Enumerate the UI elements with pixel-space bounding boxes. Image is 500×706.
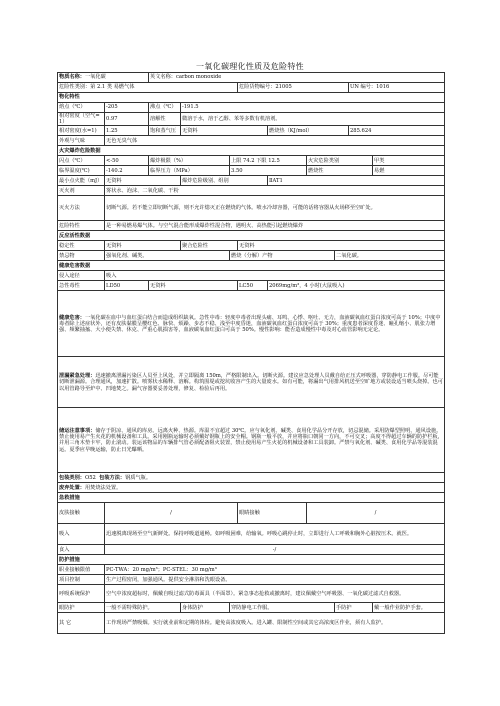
inhalation-value: 迅速脱离现场至空气新鲜处。保持呼吸道通畅。如呼吸困难，给输氧。呼吸心跳停止时，立即进行人工呼吸和胸外心脏按压术。就医。 <box>105 524 445 545</box>
lc50-value: 2069mg/m³，4 小时(大鼠吸入) <box>268 281 445 291</box>
hazard-property-value: 是一种易燃易爆气体。与空气混合能形成爆炸性混合物，遇明火、高热能引起燃烧爆炸 <box>105 221 445 231</box>
skin-contact-label: 皮肤接触 <box>58 503 105 524</box>
relative-density-air-label: 相对密度（空气=1） <box>58 113 105 126</box>
english-name-cell: 英文名称：carbon monoxide <box>149 73 445 83</box>
decomposition-value: 二氧化碳。 <box>335 251 445 261</box>
section-header: 物化特性 <box>58 93 445 103</box>
decomposition-label: 燃烧（分解）产物 <box>230 251 335 261</box>
fire-method-value: 切断气源。若不能立即切断气源，则不允许熄灭正在燃烧的气体。喷水冷却容器，可能的话将容器从火场移至空旷处。 <box>105 196 445 221</box>
exposure-route-label: 侵入途径 <box>58 271 105 281</box>
appearance-value: 无色无臭气体 <box>105 136 445 146</box>
critical-temp-label: 临界温度(℃) <box>58 166 105 176</box>
stability-value: 无资料 <box>105 241 181 251</box>
appearance-label: 外观与气味 <box>58 136 105 146</box>
eye-contact-label: 眼睛接触 <box>238 503 307 524</box>
fire-class-label: 火灾危险类别 <box>307 156 373 166</box>
relative-density-water-value: 1.25 <box>105 126 149 136</box>
health-hazard-cell: 健康危害：一氧化碳在血中与血红蛋白结合而造成组织缺氧。急性中毒：轻度中毒者出现头痛、耳鸣、心悸、呕吐、无力，血液碳氧血红蛋白浓度可高于 10%；中度中毒者除上述症状外，还有皮肤黏膜呈樱红色、脉快、烦躁、步态不稳、浅至中度昏迷，血液碳氧血红蛋白浓度可高于 30%；重度患者深度昏迷、瞳孔缩小、肌张力增强、频繁抽搐、大小便失禁、休克、严重心肌损害等，血液碳氧血红蛋白可高于 50%。慢性影响：能否造成慢性中毒及对心血管影响无定论。 <box>58 291 445 357</box>
boiling-point-value: -191.5 <box>181 103 445 113</box>
first-aid-row-2 <box>58 524 445 545</box>
hazard-data-sheet <box>57 72 445 634</box>
explosion-group-value: ⅡAT1 <box>268 176 445 186</box>
section-first-aid <box>58 493 445 503</box>
hand-protection-value: 戴一般作业防护手套。 <box>373 603 445 613</box>
ingestion-label: 食入 <box>58 545 105 555</box>
solubility-label: 溶解性 <box>149 113 181 126</box>
solubility-value: 微溶于水，溶于乙醇、苯等多数有机溶剂。 <box>181 113 445 126</box>
exposure-route-value: 吸入 <box>105 271 445 281</box>
fire-class-value: 甲类 <box>373 156 445 166</box>
first-aid-row-3 <box>58 545 445 555</box>
fire-row-5 <box>58 196 445 221</box>
section-header: 健康危害数据 <box>58 261 445 271</box>
fire-row-2 <box>58 166 445 176</box>
protection-row-5 <box>58 613 445 634</box>
engineering-control-label: 项目控制 <box>58 575 105 585</box>
eye-protection-label: 眼防护 <box>58 603 105 613</box>
section-fire <box>58 146 445 156</box>
explosion-limit-value: 上限 74.2 下限 12.5 <box>230 156 307 166</box>
ingestion-value: -/ <box>105 545 445 555</box>
explosion-group-label: 爆炸危险级别、组别 <box>181 176 268 186</box>
exposure-limit-value: PC-TWA：20 mg/m³；PC-STEL：30 mg/m³ <box>105 565 445 575</box>
combustion-heat-label: 燃烧热（KJ/mol） <box>268 126 349 136</box>
lc50-label: LC50 <box>238 281 268 291</box>
section-header: 火灾爆炸危险数据 <box>58 146 445 156</box>
react-row-2 <box>58 251 445 261</box>
fire-row-3 <box>58 176 445 186</box>
leak-row <box>58 357 445 408</box>
phys-row-3 <box>58 126 445 136</box>
flash-point-value: <-50 <box>105 156 149 166</box>
section-physical <box>58 93 445 103</box>
disposal-row <box>58 483 445 493</box>
relative-density-water-label: 相对密度(水=1) <box>58 126 105 136</box>
inhalation-label: 吸入 <box>58 524 105 545</box>
packing-row <box>58 473 445 483</box>
respiratory-protection-value: 空气中浓度超标时，佩戴自吸过滤式防毒面具（半面罩）。紧急事态抢救或撤离时，建议佩戴空气呼吸器、一氧化碳过滤式自救器。 <box>105 585 445 603</box>
dg-number-cell: 危险货物编号：21005 <box>238 83 349 93</box>
health-row-2 <box>58 281 445 291</box>
flash-point-label: 闪点（℃） <box>58 156 105 166</box>
react-row-1 <box>58 241 445 251</box>
identity-row-1 <box>58 73 445 83</box>
relative-density-air-value: 0.97 <box>105 113 149 126</box>
critical-pressure-value: 3.50 <box>230 166 307 176</box>
melting-point-value: -205 <box>105 103 149 113</box>
storage-row <box>58 408 445 473</box>
incompatible-value: 强氧化剂、碱类。 <box>105 251 230 261</box>
skin-contact-value: / <box>105 503 238 524</box>
acute-toxicity-label: 急性毒性 <box>58 281 105 291</box>
identity-row-2 <box>58 83 445 93</box>
polymerization-label: 聚合危险性 <box>181 241 238 251</box>
body-protection-value: 穿防静电工作服。 <box>230 603 335 613</box>
min-ignition-value: 无资料 <box>105 176 181 186</box>
un-number-cell: UN 编号：1016 <box>349 83 445 93</box>
ld50-value: 无资料 <box>149 281 238 291</box>
protection-row-4 <box>58 603 445 613</box>
substance-name-cell: 物质名称：一氧化碳 <box>58 73 149 83</box>
melting-point-label: 熔点（℃） <box>58 103 105 113</box>
packing-cell: 包装类别：O52 包装方法：钢质气瓶。 <box>58 473 445 483</box>
vapor-pressure-value: 无资料 <box>181 126 268 136</box>
incompatible-label: 禁忌物 <box>58 251 105 261</box>
health-row-3 <box>58 291 445 357</box>
ld50-label: LD50 <box>105 281 149 291</box>
flammability-label: 燃烧性 <box>307 166 373 176</box>
protection-row-1 <box>58 565 445 575</box>
storage-cell: 储运注意事项：储存于阴凉、通风的库房。远离火种、热源。库温不宜超过 30℃。应与氧化剂、碱类、食用化学品分开存放，切忌混储。采用防爆型照明、通风设施。禁止使用易产生火花的机械设备和工具。采用刚瓶运输时必须戴好钢瓶上的安全帽。钢瓶一般平放，并应将瓶口朝同一方向，不可交叉；高度不得超过车辆的防护栏板，并用三角木垫卡牢，防止滚动。装运该物品的车辆排气管必须配备阻火装置，禁止使用易产生火花的机械设备和工具装卸。严禁与氧化剂、碱类、食用化学品等混装混运。夏季应早晚运输，防止日光曝晒。 <box>58 408 445 473</box>
section-reactivity <box>58 231 445 241</box>
critical-pressure-label: 临界压力（MPa） <box>149 166 230 176</box>
section-health <box>58 261 445 271</box>
first-aid-row-1 <box>58 503 445 524</box>
exposure-limit-label: 职业接触限值 <box>58 565 105 575</box>
min-ignition-label: 最小点火能（mJ） <box>58 176 105 186</box>
fire-row-6 <box>58 221 445 231</box>
other-protection-value: 工作现场严禁吸烟。实行就业前和定期的体检。避免高浓度吸入。进入罐、限制性空间或其它高浓度区作业，须有人监护。 <box>105 613 445 634</box>
health-row-1 <box>58 271 445 281</box>
body-protection-label: 身体防护 <box>181 603 230 613</box>
section-header: 反应活性数据 <box>58 231 445 241</box>
flammability-value: 易燃 <box>373 166 445 176</box>
protection-row-2 <box>58 575 445 585</box>
section-header: 急救措施 <box>58 493 445 503</box>
fire-row-4 <box>58 186 445 196</box>
hazard-property-label: 危险特性 <box>58 221 105 231</box>
eye-protection-value: 一般不需特殊防护。 <box>105 603 181 613</box>
vapor-pressure-label: 饱和蒸气压 <box>149 126 181 136</box>
hand-protection-label: 手防护 <box>335 603 373 613</box>
combustion-heat-value: 285.624 <box>349 126 445 136</box>
stability-label: 稳定性 <box>58 241 105 251</box>
section-header: 防护措施 <box>58 555 445 565</box>
critical-temp-value: -140.2 <box>105 166 149 176</box>
section-protection <box>58 555 445 565</box>
eye-contact-value: / <box>307 503 445 524</box>
fire-row-1 <box>58 156 445 166</box>
hazard-class-cell: 危险性类别：第 2.1 类 易燃气体 <box>58 83 238 93</box>
leak-response-cell: 泄漏紧急处理：迅速撤离泄漏污染区人员至上风处，并立即隔离 150m，严格限制出入。切断火源。建议应急处理人员戴自给正压式呼吸器，穿防静电工作服。尽可能切断泄漏源。合理通风，加速扩散。喷雾状水稀释、溶解。构筑围堤或挖坑收容产生的大量废水。如有可能，将漏出气用排风机送至空旷地方或装设适当喷头烧掉。也可以用管路导至炉中、凹地焚之。漏气容器要妥善处理，修复、检验后再用。 <box>58 357 445 408</box>
explosion-limit-label: 爆炸极限（%） <box>149 156 230 166</box>
respiratory-protection-label: 呼吸系统保护 <box>58 585 105 603</box>
document-title: 一氧化碳理化性质及危险特性 <box>196 62 304 71</box>
extinguisher-value: 雾状水、泡沫、二氧化碳、干粉 <box>105 186 445 196</box>
engineering-control-value: 生产过程密闭，加强通风。提供安全淋浴和洗眼设备。 <box>105 575 445 585</box>
disposal-cell: 废弃处置：用焚烧法处置。 <box>58 483 445 493</box>
protection-row-3 <box>58 585 445 603</box>
phys-row-2 <box>58 113 445 126</box>
boiling-point-label: 沸点（℃） <box>149 103 181 113</box>
fire-method-label: 灭火方法 <box>58 196 105 221</box>
extinguisher-label: 灭火剂 <box>58 186 105 196</box>
polymerization-value: 无资料 <box>238 241 445 251</box>
phys-row-4 <box>58 136 445 146</box>
other-protection-label: 其 它 <box>58 613 105 634</box>
phys-row-1 <box>58 103 445 113</box>
